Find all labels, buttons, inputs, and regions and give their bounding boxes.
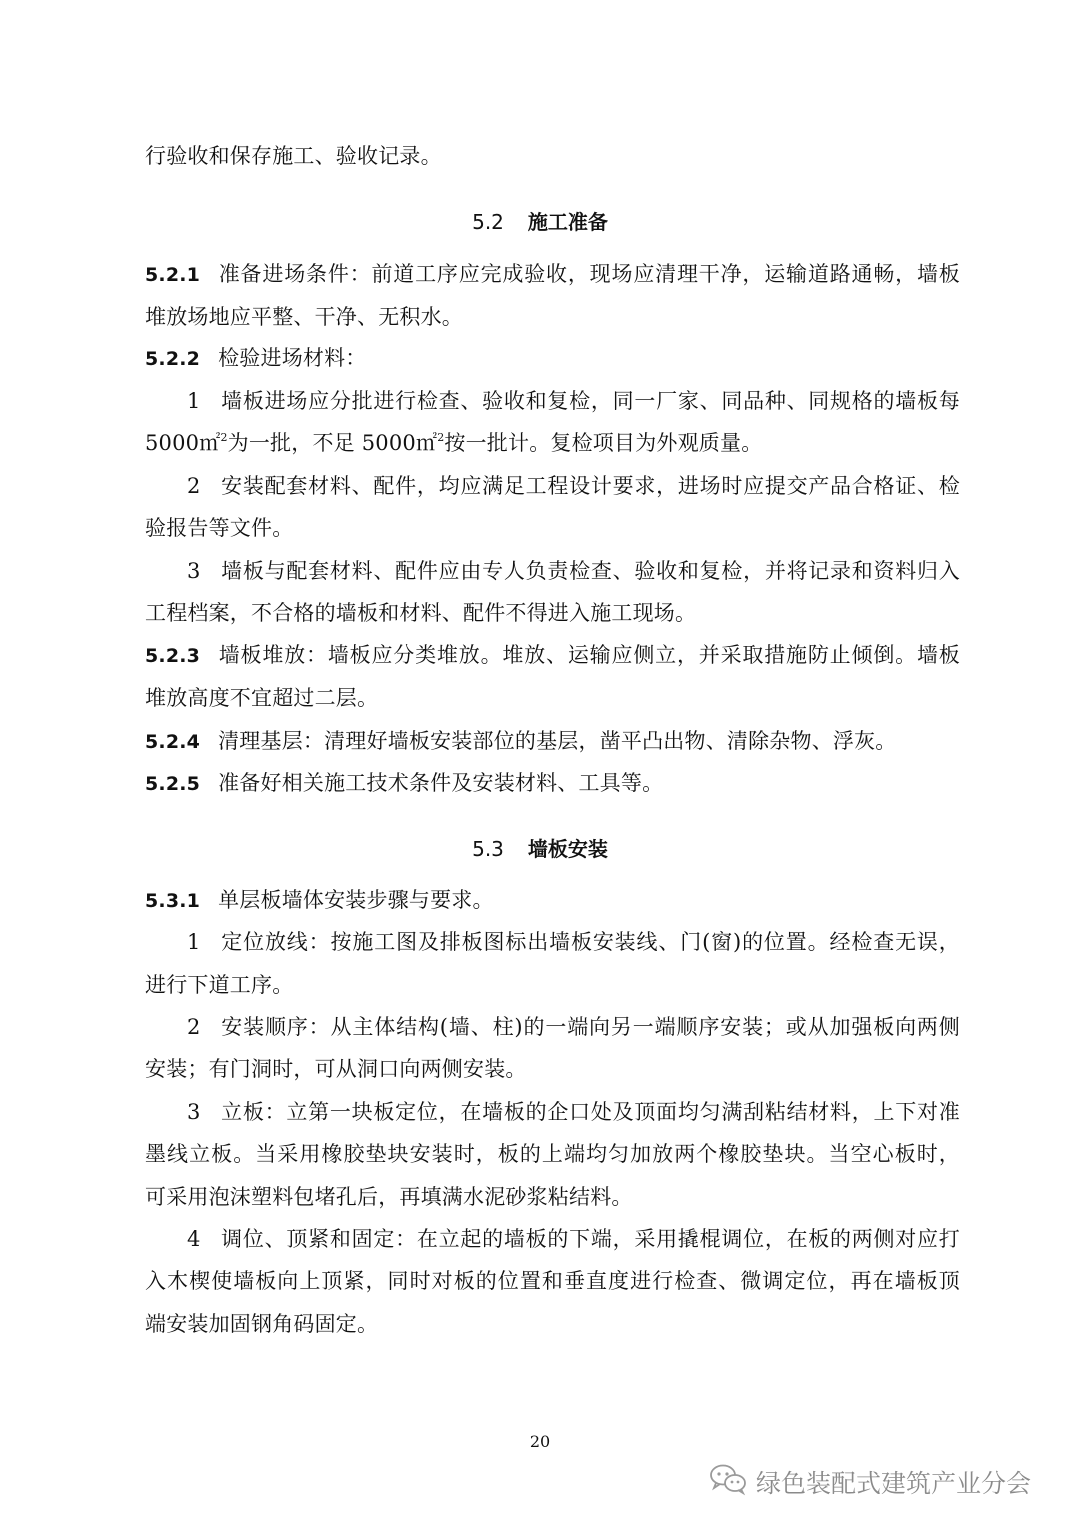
clause-5-2-2-item-2-line-2: 验报告等文件。 <box>145 516 294 540</box>
clause-5-2-3-line-1 <box>145 640 960 671</box>
item-text: 为一批，不足 5000㎡ <box>227 431 438 455</box>
clause-5-2-1-line-1 <box>145 259 960 290</box>
clause-5-2-2-item-2-line-1 <box>187 471 960 501</box>
wechat-icon <box>708 1462 756 1502</box>
clause-5-3-1-item-3-line-1 <box>187 1097 960 1127</box>
clause-text: 单层板墙体安装步骤与要求。 <box>218 888 494 912</box>
clause-5-3-1-item-4-line-2: 入木楔使墙板向上顶紧，同时对板的位置和垂直度进行检查、微调定位，再在墙板顶 <box>145 1269 960 1293</box>
section-title: 墙板安装 <box>527 837 608 861</box>
clause-5-3-1-item-2-line-2: 安装；有门洞时，可从洞口向两侧安装。 <box>145 1057 527 1081</box>
clause-5-3-1-item-3-line-2: 墨线立板。当采用橡胶垫块安装时，板的上端均匀加放两个橡胶垫块。当空心板时， <box>145 1142 960 1166</box>
clause-number: 5.2.3 <box>145 645 201 667</box>
item-number: 1 <box>187 930 201 954</box>
clause-5-3-1 <box>145 885 960 916</box>
item-text: 墙板进场应分批进行检查、验收和复检，同一厂家、同品种、同规格的墙板每 <box>220 389 960 413</box>
item-text: 安装配套材料、配件，均应满足工程设计要求，进场时应提交产品合格证、检 <box>220 474 960 498</box>
clause-5-2-3-line-2: 堆放高度不宜超过二层。 <box>145 686 379 710</box>
item-number: 2 <box>187 1015 201 1039</box>
clause-5-2-1-line-2: 堆放场地应平整、干净、无积水。 <box>145 305 463 329</box>
clause-number: 5.2.2 <box>145 348 201 370</box>
item-number: 1 <box>187 389 201 413</box>
item-number: 2 <box>187 474 201 498</box>
clause-5-2-2 <box>145 343 960 374</box>
item-text: 定位放线：按施工图及排板图标出墙板安装线、门(窗)的位置。经检查无误， <box>220 930 960 954</box>
clause-5-3-1-item-1-line-2: 进行下道工序。 <box>145 973 294 997</box>
clause-5-3-1-item-1-line-1 <box>187 927 960 957</box>
superscript: 2 <box>437 431 445 444</box>
clause-text: 准备进场条件：前道工序应完成验收，现场应清理干净，运输道路通畅，墙板 <box>218 262 960 286</box>
intro-line: 行验收和保存施工、验收记录。 <box>145 144 442 168</box>
section-number: 5.2 <box>472 210 504 234</box>
item-text: 立板：立第一块板定位，在墙板的企口处及顶面均匀满刮粘结材料，上下对准 <box>220 1100 960 1124</box>
item-number: 3 <box>187 1100 201 1124</box>
section-heading-5-2 <box>0 207 1080 237</box>
clause-text: 检验进场材料： <box>218 346 367 370</box>
item-number: 3 <box>187 559 201 583</box>
section-number: 5.3 <box>472 837 504 861</box>
clause-number: 5.2.1 <box>145 264 201 286</box>
clause-number: 5.3.1 <box>145 890 201 912</box>
watermark-text: 绿色装配式建筑产业分会 <box>756 1469 1032 1498</box>
clause-number: 5.2.4 <box>145 731 201 753</box>
clause-5-2-5 <box>145 768 960 799</box>
clause-text: 清理基层：清理好墙板安装部位的基层，凿平凸出物、清除杂物、浮灰。 <box>218 729 897 753</box>
clause-5-2-2-item-1-line-2 <box>145 428 960 458</box>
clause-5-3-1-item-4-line-3: 端安装加固钢角码固定。 <box>145 1312 379 1336</box>
clause-5-3-1-item-4-line-1 <box>187 1224 960 1254</box>
clause-text: 准备好相关施工技术条件及安装材料、工具等。 <box>218 771 664 795</box>
page-number: 20 <box>529 1432 551 1451</box>
clause-number: 5.2.5 <box>145 773 201 795</box>
superscript: 2 <box>220 431 228 444</box>
item-number: 4 <box>187 1227 201 1251</box>
clause-5-2-4 <box>145 726 960 757</box>
item-text: 墙板与配套材料、配件应由专人负责检查、验收和复检，并将记录和资料归入 <box>220 559 960 583</box>
section-title: 施工准备 <box>527 210 608 234</box>
item-text: 调位、顶紧和固定：在立起的墙板的下端，采用撬棍调位，在板的两侧对应打 <box>220 1227 960 1251</box>
clause-5-3-1-item-2-line-1 <box>187 1012 960 1042</box>
item-text: 按一批计。复检项目为外观质量。 <box>444 431 763 455</box>
clause-5-2-2-item-3-line-2: 工程档案，不合格的墙板和材料、配件不得进入施工现场。 <box>145 601 697 625</box>
clause-5-2-2-item-3-line-1 <box>187 556 960 586</box>
clause-5-3-1-item-3-line-3: 可采用泡沫塑料包堵孔后，再填满水泥砂浆粘结料。 <box>145 1185 633 1209</box>
item-text: 5000㎡ <box>145 431 221 455</box>
item-text: 安装顺序：从主体结构(墙、柱)的一端向另一端顺序安装；或从加强板向两侧 <box>220 1015 960 1039</box>
section-heading-5-3 <box>0 834 1080 864</box>
watermark <box>708 1462 1031 1502</box>
clause-text: 墙板堆放：墙板应分类堆放。堆放、运输应侧立，并采取措施防止倾倒。墙板 <box>218 643 960 667</box>
clause-5-2-2-item-1-line-1 <box>187 386 960 416</box>
